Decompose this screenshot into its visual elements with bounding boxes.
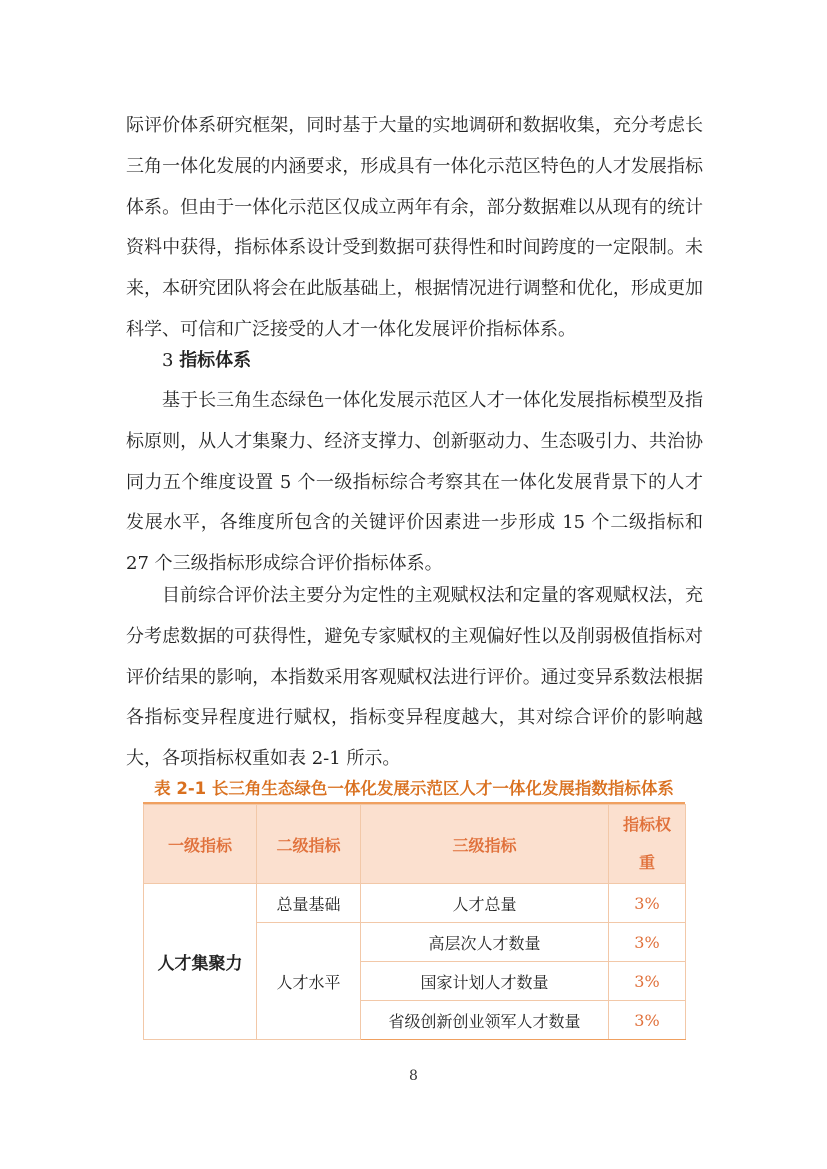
header-level2: 二级指标 xyxy=(257,805,361,884)
level3-cell: 高层次人才数量 xyxy=(361,923,609,962)
level2-cell: 人才水平 xyxy=(257,923,361,1040)
indicator-table xyxy=(143,804,686,1040)
section-number: 3 xyxy=(162,350,174,371)
header-weight-line1: 指标权 xyxy=(622,815,671,834)
weight-cell: 3% xyxy=(609,923,686,962)
level3-cell: 国家计划人才数量 xyxy=(361,962,609,1001)
table-title: 表 2-1 长三角生态绿色一体化发展示范区人才一体化发展指数指标体系 xyxy=(143,774,685,804)
section-heading xyxy=(162,341,251,381)
weight-cell: 3% xyxy=(609,1001,686,1040)
table-header-row xyxy=(144,805,686,884)
paragraph-weighting-method: 目前综合评价法主要分为定性的主观赋权法和定量的客观赋权法，充分考虑数据的可获得性，避免专家赋权的主观偏好性以及削弱极值指标对评价结果的影响，本指数采用客观赋权法进行评价。通过变异系数法根据各指标变异程度进行赋权，指标变异程度越大，其对综合评价的影响越大，各项指标权重如表 2-1 所示。 xyxy=(126,585,703,770)
level3-cell: 人才总量 xyxy=(361,884,609,923)
header-level3: 三级指标 xyxy=(361,805,609,884)
level3-cell: 省级创新创业领军人才数量 xyxy=(361,1001,609,1040)
header-level1: 一级指标 xyxy=(144,805,257,884)
table-row xyxy=(144,884,686,923)
header-weight-line2: 重 xyxy=(638,853,655,872)
weight-cell: 3% xyxy=(609,884,686,923)
level2-cell: 总量基础 xyxy=(257,884,361,923)
paragraph-index-system: 基于长三角生态绿色一体化发展示范区人才一体化发展指标模型及指标原则，从人才集聚力、经济支撑力、创新驱动力、生态吸引力、共治协同力五个维度设置 5 个一级指标综合考察其在一体化发展背景下的人才发展水平，各维度所包含的关键评价因素进一步形成 15 个二级指标和 27 个三级指标形成综合评价指标体系。 xyxy=(126,390,703,575)
level1-cell: 人才集聚力 xyxy=(144,884,257,1040)
weight-cell: 3% xyxy=(609,962,686,1001)
section-title: 指标体系 xyxy=(179,350,252,371)
paragraph-intro: 际评价体系研究框架，同时基于大量的实地调研和数据收集，充分考虑长三角一体化发展的内涵要求，形成具有一体化示范区特色的人才发展指标体系。但由于一体化示范区仅成立两年有余，部分数据难以从现有的统计资料中获得，指标体系设计受到数据可获得性和时间跨度的一定限制。未来，本研究团队将会在此版基础上，根据情况进行调整和优化，形成更加科学、可信和广泛接受的人才一体化发展评价指标体系。 xyxy=(126,115,703,340)
header-weight xyxy=(609,805,686,884)
page-number: 8 xyxy=(409,1068,418,1084)
